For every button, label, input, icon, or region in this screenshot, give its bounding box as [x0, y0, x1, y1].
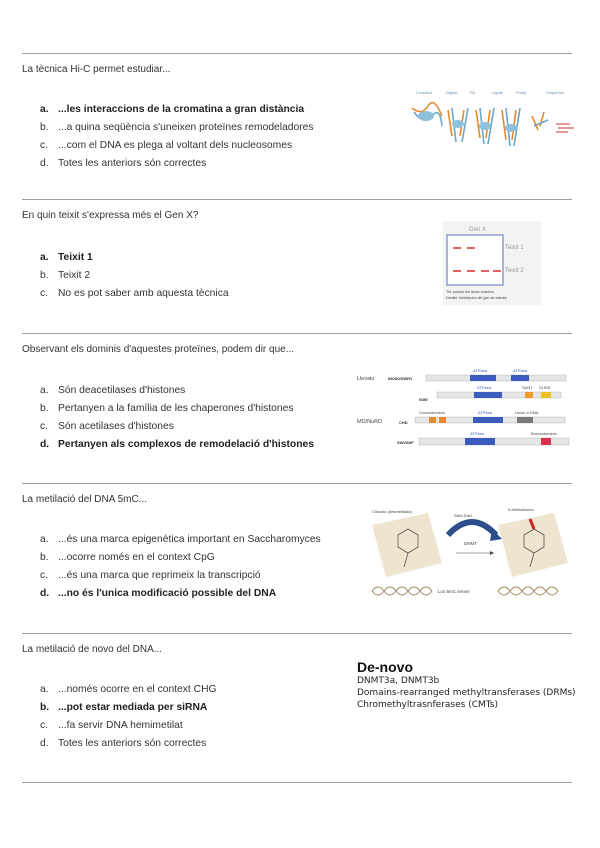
answer-options — [40, 681, 217, 753]
blot-lane1-label: Teixit 1 — [505, 245, 524, 251]
atpase-domain — [474, 392, 502, 398]
methylation-figure — [368, 505, 578, 605]
option-b[interactable]: b. Pertanyen a la família de les chaperones d'histones — [40, 403, 294, 414]
svg-text:Unión a DNA: Unión a DNA — [515, 410, 539, 415]
answer-options — [40, 531, 321, 603]
denovo-line: DNMT3a, DNMT3b — [357, 676, 440, 686]
denovo-title: De-novo — [357, 659, 413, 675]
option-d[interactable]: d. ...no és l'unica modificació possible del DNA — [40, 588, 277, 599]
protein-domains-figure — [355, 365, 577, 455]
row-name: SWI/SNF — [397, 440, 414, 445]
option-c[interactable]: c. ...fa servir DNA hemimetilat — [40, 720, 183, 731]
section-divider — [22, 782, 572, 783]
option-a[interactable]: a. Són deacetilases d'histones — [40, 385, 186, 396]
question-text: La tècnica Hi-C permet estudiar... — [22, 64, 171, 75]
row-name: ISWI — [419, 397, 428, 402]
cytosine-label: Citosina (desmetilada) — [372, 509, 412, 514]
denovo-line: Chromethyltrasnferases (CMTs) — [357, 700, 498, 710]
svg-text:Fill: Fill — [470, 90, 476, 95]
svg-text:ATPasa: ATPasa — [478, 410, 492, 415]
svg-text:ATPasa: ATPasa — [513, 368, 527, 373]
svg-text:ATPasa: ATPasa — [477, 385, 491, 390]
option-c[interactable]: c. No es pot saber amb aquesta tècnica — [40, 288, 229, 299]
dna-binding-domain — [517, 417, 533, 423]
option-b[interactable]: b. ...a quina seqüència s'uneixen proteïnes remodeladores — [40, 122, 314, 133]
option-b[interactable]: b. Teixit 2 — [40, 270, 91, 281]
section-divider — [22, 483, 572, 484]
option-c[interactable]: c. ...és una marca que reprimeix la transcripció — [40, 570, 261, 581]
section-divider — [22, 53, 572, 54]
svg-text:Digest: Digest — [446, 90, 458, 95]
slide-domain — [541, 392, 551, 398]
question-text: Observant els dominis d'aquestes proteïnes, podem dir que... — [22, 344, 295, 355]
svg-text:Sequence: Sequence — [546, 90, 565, 95]
section-divider — [22, 633, 572, 634]
atpase-domain — [473, 417, 503, 423]
option-a[interactable]: a. Teixit 1 — [40, 252, 93, 263]
question-text: La metilació de novo del DNA... — [22, 644, 163, 655]
svg-text:Cromodominio: Cromodominio — [419, 410, 446, 415]
section-divider — [22, 199, 572, 200]
answer-options — [40, 382, 314, 454]
chromo-domain — [439, 417, 446, 423]
denovo-line: Domains-rearranged methyltransferases (DRMs) — [357, 688, 576, 698]
question-text: La metilació del DNA 5mC... — [22, 494, 148, 505]
mdnurd-label: MD/NuRD — [357, 419, 383, 425]
option-a[interactable]: a. ...només ocorre en el context CHG — [40, 684, 217, 695]
sant-domain — [525, 392, 533, 398]
atpase-domain — [470, 375, 496, 381]
option-d[interactable]: d. Totes les anteriors són correctes — [40, 738, 207, 749]
option-a[interactable]: a. ...les interaccions de la cromatina a gran distància — [40, 104, 305, 115]
dna-caption: Los 5mC tienen — [438, 589, 470, 594]
option-a[interactable]: a. ...és una marca epigenètica important en Saccharomyces — [40, 534, 321, 545]
atpase-domain — [511, 375, 529, 381]
chromo-domain — [429, 417, 436, 423]
blot-caption-1: Trs: posició del ácido nucleico — [446, 290, 494, 294]
row-name: CHD — [399, 420, 408, 425]
svg-text:Ligate: Ligate — [492, 90, 503, 95]
bromo-domain — [541, 438, 551, 445]
option-c[interactable]: c. ...com el DNA es plega al voltant dels nucleosomes — [40, 140, 293, 151]
svg-text:ATPasa: ATPasa — [473, 368, 487, 373]
section-divider — [22, 333, 572, 334]
atpase-domain — [465, 438, 495, 445]
row-name: INO80/SWR1 — [388, 376, 413, 381]
blot-lane2-label: Teixit 2 — [505, 268, 524, 274]
option-b[interactable]: b. ...pot estar mediada per siRNA — [40, 702, 208, 713]
svg-text:SLIDE: SLIDE — [539, 385, 551, 390]
svg-text:Bromodominio: Bromodominio — [531, 431, 557, 436]
svg-text:Crosslink: Crosslink — [416, 90, 433, 95]
svg-text:Purify: Purify — [516, 90, 527, 95]
denovo-figure — [357, 659, 576, 711]
option-d[interactable]: d. Totes les anteriors són correctes — [40, 158, 207, 169]
hic-figure — [408, 86, 580, 162]
option-b[interactable]: b. ...ocorre només en el context CpG — [40, 552, 215, 563]
enzyme-label: DNMT — [464, 541, 477, 546]
methylcytosine-label: 5-Metilcitosina — [508, 507, 534, 512]
answer-options — [40, 101, 314, 173]
blot-caption-2: Detalle: hibridación del gen de estudio — [446, 296, 507, 300]
svg-text:SANT: SANT — [522, 385, 533, 390]
svg-text:ATPasa: ATPasa — [470, 431, 484, 436]
northern-blot-figure — [443, 221, 541, 305]
cofactor-label: SAM SAH — [454, 513, 473, 518]
answer-options — [40, 249, 229, 303]
blot-probe-label: Gen X — [469, 227, 487, 233]
llevats-label: Llevats — [357, 376, 375, 382]
option-c[interactable]: c. Són acetilases d'histones — [40, 421, 174, 432]
option-d[interactable]: d. Pertanyen als complexos de remodelació d'histones — [40, 439, 314, 450]
question-text: En quin teixit s'expressa més el Gen X? — [22, 210, 199, 221]
